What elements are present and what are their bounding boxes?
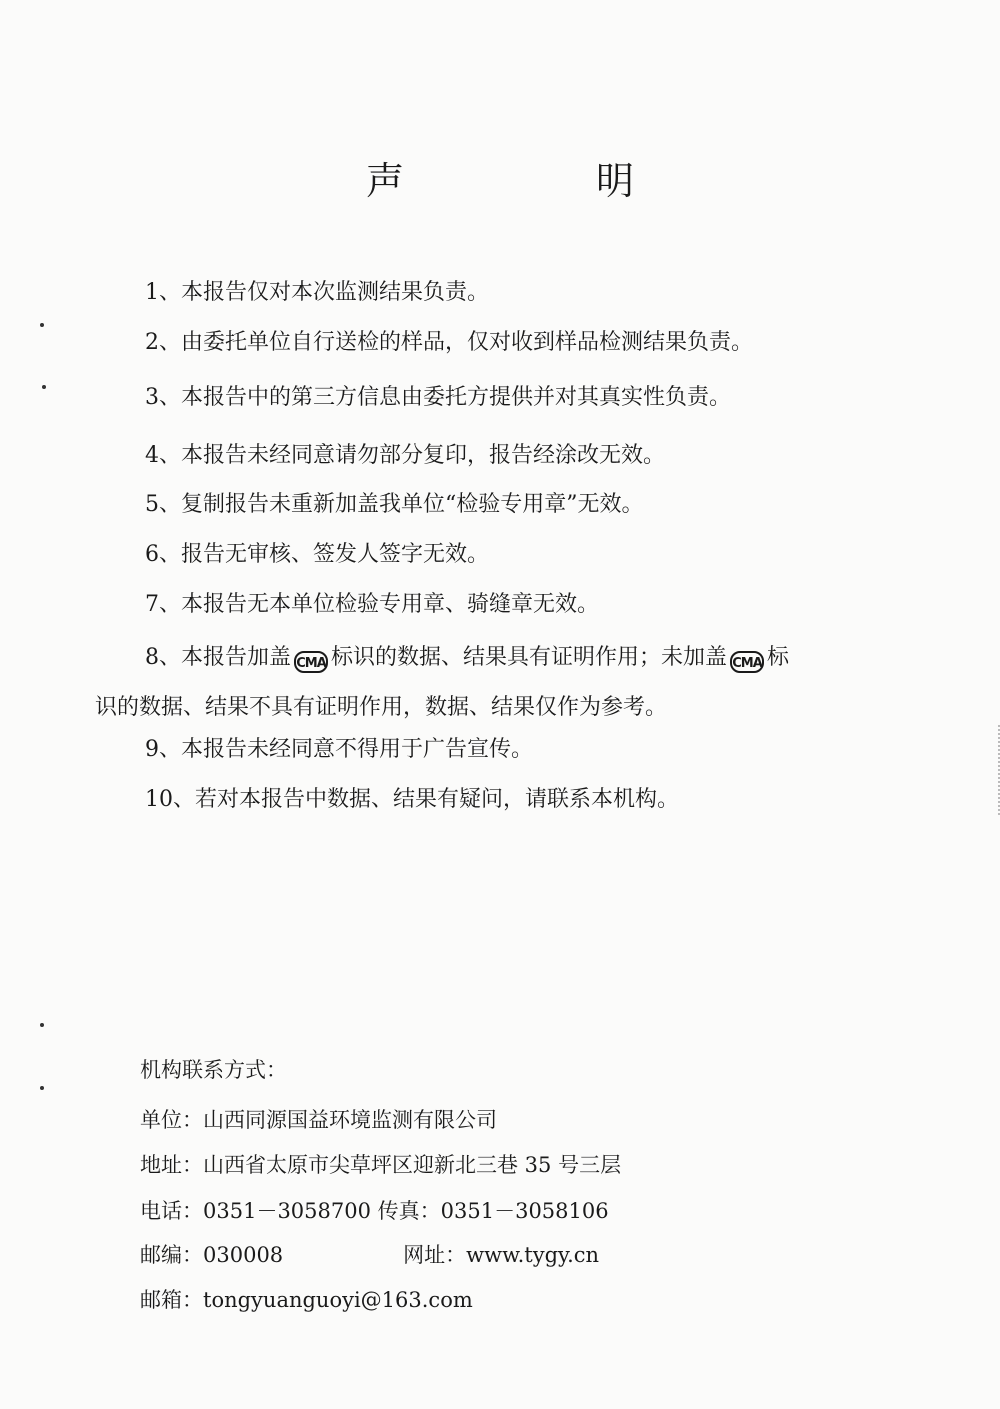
contact-postcode: 邮编：030008: [140, 1243, 284, 1267]
contact-heading: 机构联系方式：: [140, 1058, 287, 1082]
statement-4: 4、本报告未经同意请勿部分复印，报告经涂改无效。: [145, 443, 665, 468]
statement-5: 5、复制报告未重新加盖我单位“检验专用章”无效。: [145, 492, 644, 517]
statement-8-line-2: 识的数据、结果不具有证明作用，数据、结果仅作为参考。: [95, 695, 668, 720]
statement-8-text-c: 标: [767, 645, 790, 670]
contact-address: 地址：山西省太原市尖草坪区迎新北三巷 35 号三层: [140, 1153, 622, 1177]
statement-3: 3、本报告中的第三方信息由委托方提供并对其真实性负责。: [145, 385, 731, 410]
statement-6: 6、报告无审核、签发人签字无效。: [145, 542, 489, 567]
statement-8-text-a: 8、本报告加盖: [145, 645, 291, 670]
contact-email: 邮箱：tongyuanguoyi@163.com: [140, 1288, 473, 1312]
statement-8-line-1: [145, 633, 915, 683]
contact-unit: 单位：山西同源国益环境监测有限公司: [140, 1108, 497, 1132]
contact-phone: 电话：0351－3058700 传真：0351－3058106: [140, 1199, 609, 1223]
binding-hole-mark: [42, 385, 46, 389]
statement-8: [95, 633, 915, 733]
seam-stamp-edge: [994, 725, 1000, 815]
cma-mark-icon: CMA: [730, 651, 764, 673]
binding-hole-mark: [40, 1086, 44, 1090]
page-title: 声 明: [365, 159, 725, 203]
statement-2: 2、由委托单位自行送检的样品，仅对收到样品检测结果负责。: [145, 330, 753, 355]
binding-hole-mark: [40, 1023, 44, 1027]
statement-10: 10、若对本报告中数据、结果有疑问，请联系本机构。: [145, 787, 679, 812]
contact-postcode-website: [140, 1240, 599, 1270]
statement-9: 9、本报告未经同意不得用于广告宣传。: [145, 737, 533, 762]
cma-mark-icon: CMA: [294, 651, 328, 673]
statement-1: 1、本报告仅对本次监测结果负责。: [145, 280, 489, 305]
binding-hole-mark: [40, 323, 44, 327]
statement-8-text-b: 标识的数据、结果具有证明作用；未加盖: [331, 645, 728, 670]
contact-website: 网址：www.tygy.cn: [403, 1243, 600, 1267]
statement-7: 7、本报告无本单位检验专用章、骑缝章无效。: [145, 592, 599, 617]
